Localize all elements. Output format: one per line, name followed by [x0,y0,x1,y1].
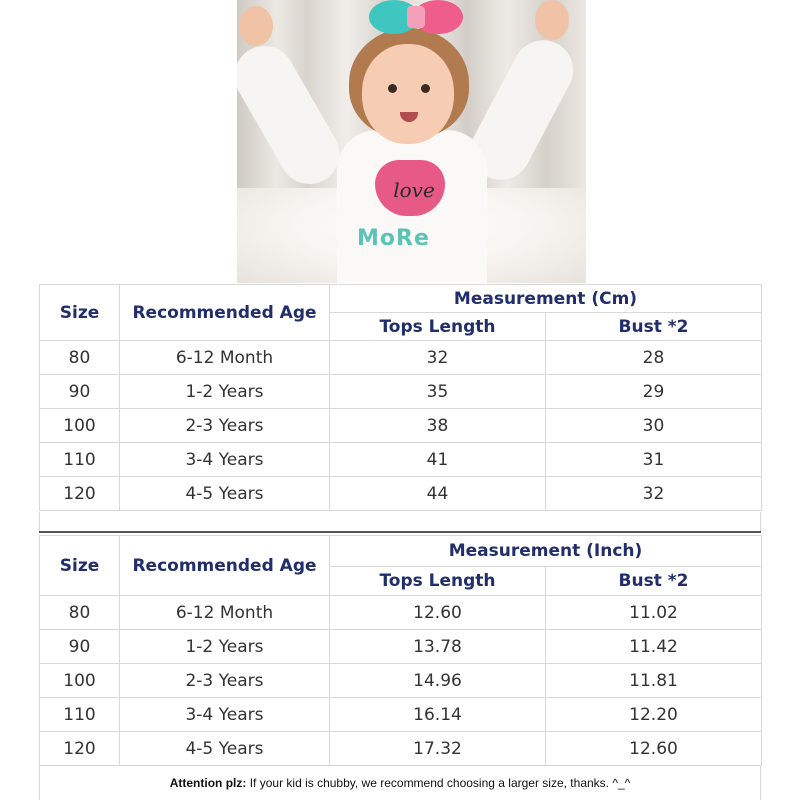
table-spacer [39,512,761,531]
hair-bow-center [407,6,425,28]
table-row [40,596,762,630]
table-row [40,375,762,409]
cell-age: 4-5 Years [120,732,330,766]
cell-bust: 11.42 [546,630,762,664]
left-arm [237,35,350,195]
cell-tops: 41 [330,443,546,477]
cell-tops: 35 [330,375,546,409]
cell-bust: 30 [546,409,762,443]
table-row [40,664,762,698]
cell-bust: 28 [546,341,762,375]
cell-bust: 31 [546,443,762,477]
cell-tops: 17.32 [330,732,546,766]
header-measurement: Measurement (Inch) [330,536,762,567]
attention-text: If your kid is chubby, we recommend choosing a larger size, thanks. ^_^ [249,776,631,790]
cell-age: 2-3 Years [120,409,330,443]
cell-size: 100 [40,664,120,698]
cell-bust: 12.60 [546,732,762,766]
cell-size: 80 [40,341,120,375]
header-recommended-age: Recommended Age [120,285,330,341]
cell-age: 2-3 Years [120,664,330,698]
shirt-text-love: love [393,178,435,202]
cell-size: 110 [40,698,120,732]
attention-note [39,766,761,800]
cell-age: 6-12 Month [120,341,330,375]
table-row [40,443,762,477]
right-hand [535,0,569,40]
cell-size: 100 [40,409,120,443]
cell-bust: 11.81 [546,664,762,698]
left-hand [239,6,273,46]
cell-tops: 12.60 [330,596,546,630]
size-table-inch [39,535,762,766]
table-row [40,630,762,664]
cell-age: 3-4 Years [120,443,330,477]
cell-size: 110 [40,443,120,477]
cell-age: 1-2 Years [120,630,330,664]
product-photo [237,0,586,283]
table-row [40,732,762,766]
size-table-cm [39,284,762,511]
table-row [40,409,762,443]
cell-tops: 38 [330,409,546,443]
header-size: Size [40,536,120,596]
cell-age: 4-5 Years [120,477,330,511]
cell-bust: 12.20 [546,698,762,732]
cell-age: 1-2 Years [120,375,330,409]
header-size: Size [40,285,120,341]
cell-bust: 11.02 [546,596,762,630]
cell-age: 3-4 Years [120,698,330,732]
attention-label: Attention plz: [169,776,247,790]
cell-size: 120 [40,477,120,511]
cell-bust: 32 [546,477,762,511]
shirt-text-more: MoRe [357,226,430,251]
right-eye [421,84,430,93]
cell-tops: 14.96 [330,664,546,698]
left-eye [388,84,397,93]
table-row [40,341,762,375]
cell-size: 80 [40,596,120,630]
cell-size: 120 [40,732,120,766]
header-recommended-age: Recommended Age [120,536,330,596]
header-tops-length: Tops Length [330,313,546,341]
cell-tops: 16.14 [330,698,546,732]
cell-bust: 29 [546,375,762,409]
cell-age: 6-12 Month [120,596,330,630]
header-bust: Bust *2 [546,567,762,596]
table-row [40,698,762,732]
cell-tops: 13.78 [330,630,546,664]
cell-size: 90 [40,630,120,664]
header-bust: Bust *2 [546,313,762,341]
cell-tops: 32 [330,341,546,375]
table-divider [39,531,761,533]
table-row [40,477,762,511]
cell-size: 90 [40,375,120,409]
face [362,44,454,144]
cell-tops: 44 [330,477,546,511]
header-measurement: Measurement (Cm) [330,285,762,313]
header-tops-length: Tops Length [330,567,546,596]
